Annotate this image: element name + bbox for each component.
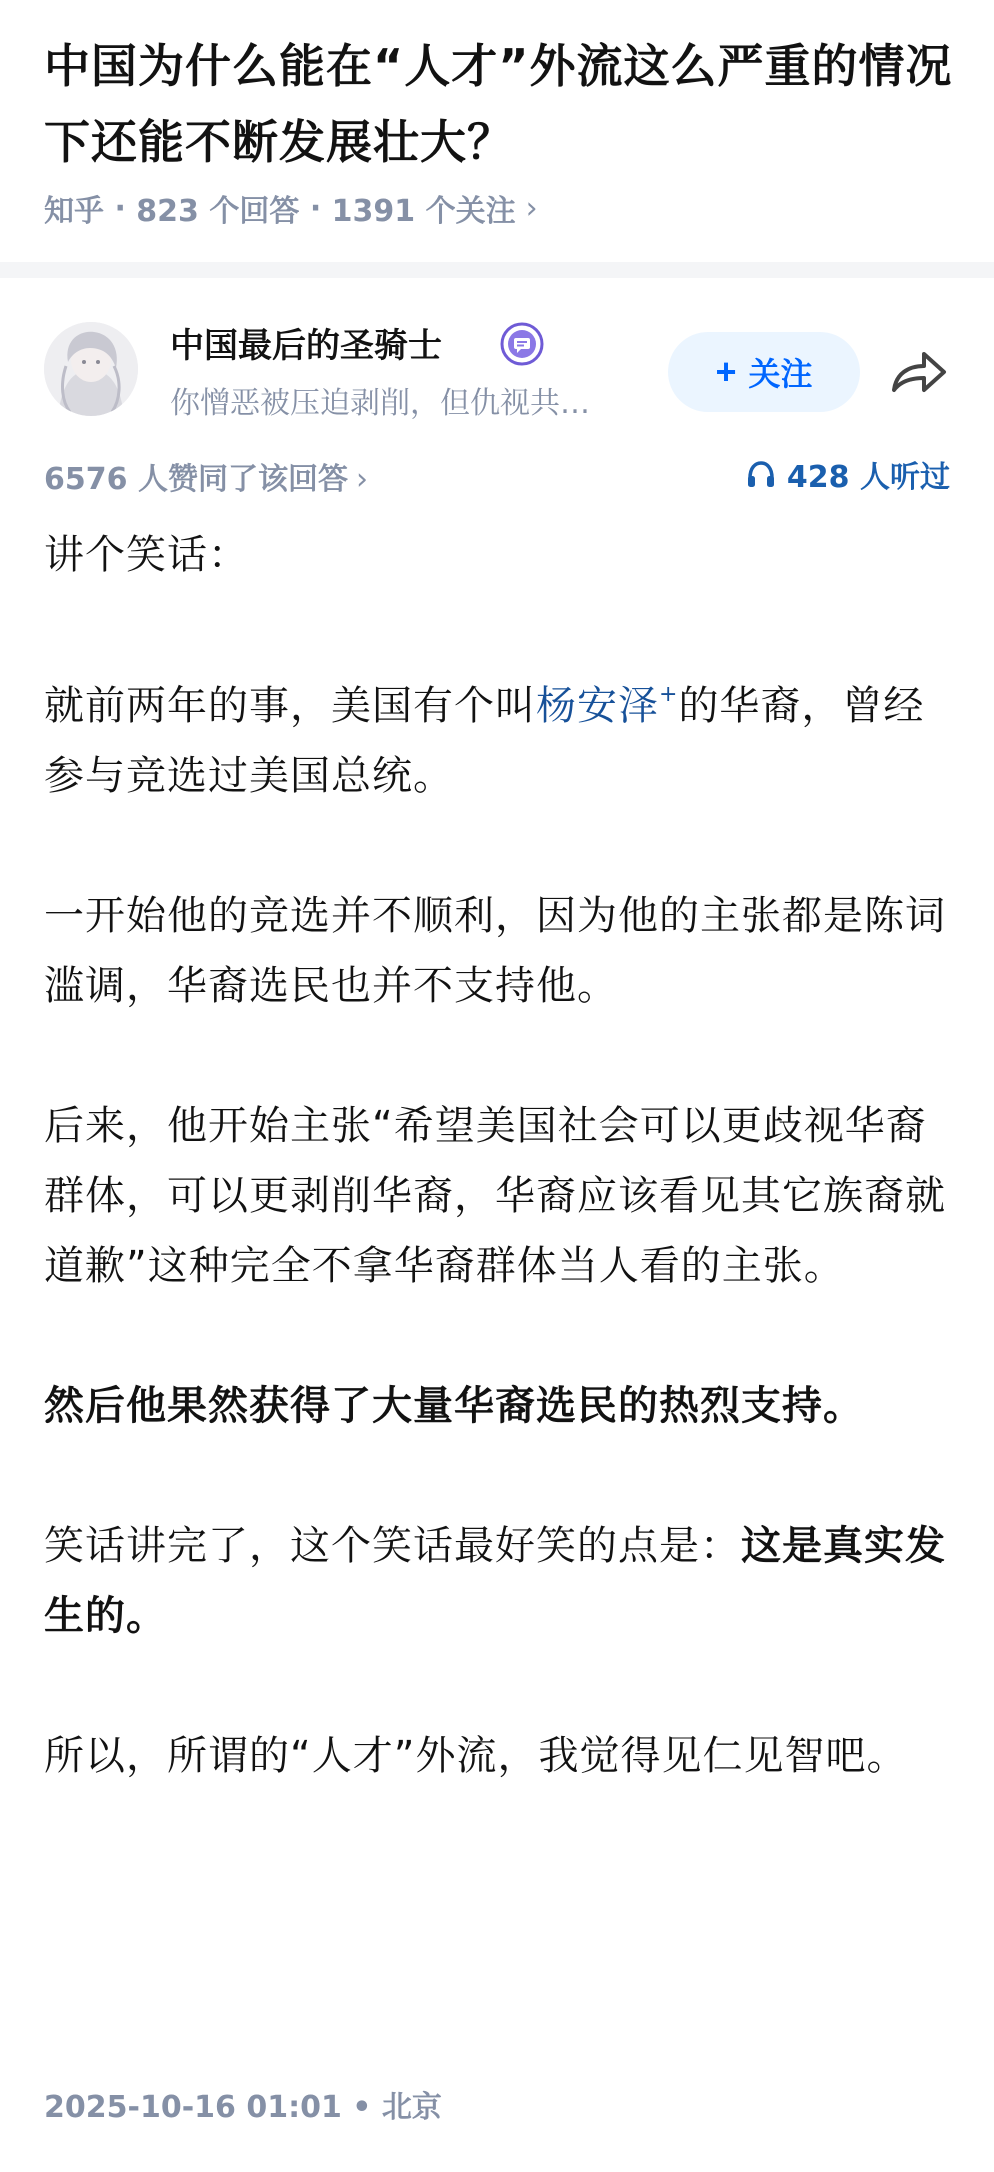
headphones-icon xyxy=(745,458,777,490)
paragraph-3: 一开始他的竞选并不顺利，因为他的主张都是陈词滥调，华裔选民也并不支持他。 xyxy=(44,893,946,1009)
author-name[interactable]: 中国最后的圣骑士 xyxy=(170,326,442,366)
avatar[interactable] xyxy=(44,322,138,416)
message-badge-icon xyxy=(500,322,544,366)
listen-count[interactable]: 428 人听过 xyxy=(745,452,950,496)
paragraph-4: 后来，他开始主张“希望美国社会可以更歧视华裔群体，可以更剥削华裔，华裔应该看见其它族裔就道歉”这种完全不拿华裔群体当人看的主张。 xyxy=(44,1103,946,1289)
likes-count[interactable]: 6576 人赞同了该回答 › xyxy=(44,462,368,497)
follower-count: 1391 个关注 xyxy=(331,194,516,229)
paragraph-6: 笑话讲完了，这个笑话最好笑的点是：这是真实发生的。 xyxy=(44,1523,946,1639)
follow-label: 关注 xyxy=(748,356,813,392)
question-title[interactable]: 中国为什么能在“人才”外流这么严重的情况下还能不断发展壮大？ xyxy=(44,39,953,169)
answer-count: 823 个回答 xyxy=(136,194,300,229)
paragraph-7: 所以，所谓的“人才”外流，我觉得见仁见智吧。 xyxy=(44,1733,908,1779)
answer-content xyxy=(44,520,964,1861)
paragraph-1: 讲个笑话： xyxy=(44,532,249,578)
answer-timestamp: 2025-10-16 01:01 • 北京 xyxy=(44,2090,442,2125)
share-icon[interactable] xyxy=(888,346,948,396)
author-bio: 你憎恶被压迫剥削，但仇视共… xyxy=(170,386,590,421)
paragraph-5: 然后他果然获得了大量华裔选民的热烈支持。 xyxy=(44,1383,864,1429)
avatar-illustration xyxy=(44,322,138,416)
chevron-right-icon: › xyxy=(525,190,538,226)
plus-icon: + xyxy=(715,351,737,392)
section-divider xyxy=(0,262,994,278)
person-link[interactable]: 杨安泽+ xyxy=(536,682,679,729)
link-mark: + xyxy=(659,682,679,707)
question-meta[interactable]: 知乎 · 823 个回答 · 1391 个关注 › xyxy=(44,186,538,230)
source-label: 知乎 xyxy=(44,194,104,229)
paragraph-2: 就前两年的事，美国有个叫杨安泽+的华裔，曾经参与竞选过美国总统。 xyxy=(44,682,925,799)
chevron-right-icon: › xyxy=(355,462,368,497)
follow-button[interactable] xyxy=(668,332,860,412)
